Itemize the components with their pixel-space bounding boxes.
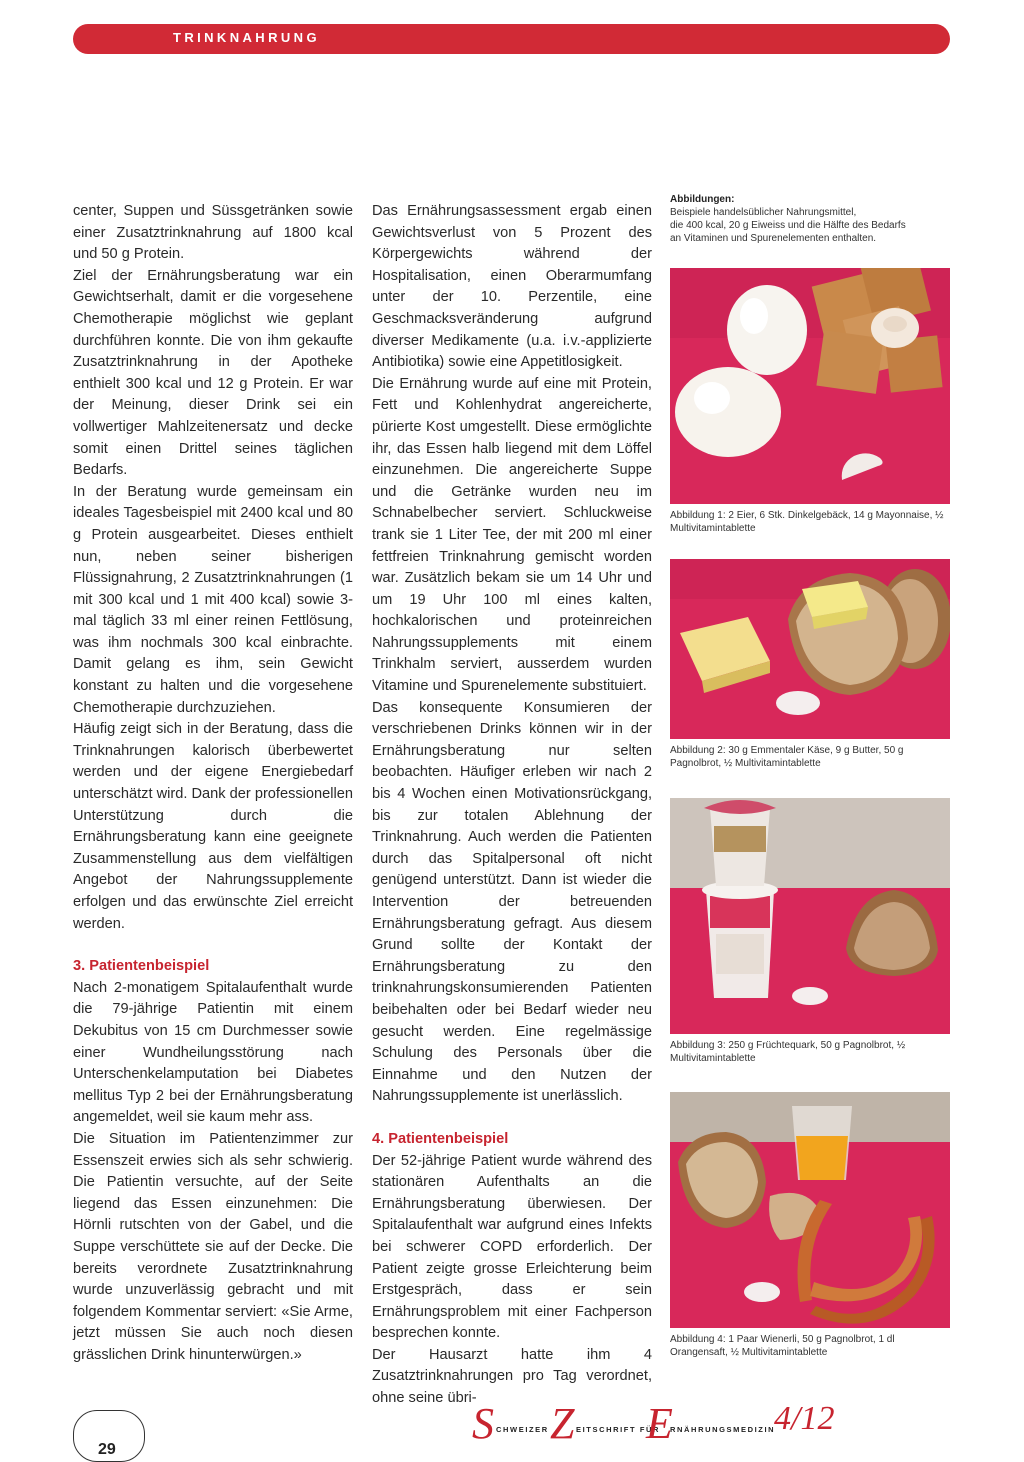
figures-title: Abbildungen:: [670, 194, 735, 205]
figure-caption: Abbildung 3: 250 g Früchtequark, 50 g Pagnolbrot, ½ Multivitamintablette: [670, 1040, 906, 1064]
journal-letter: E: [646, 1399, 673, 1448]
paragraph: Der 52-jährige Patient wurde während des stationären Aufenthalts an die Ernährungsberatung überwiesen. Der Spitalaufenthalt war aufgrund eines Infekts bei schwerer COPD erforderlich. Der Patient zeigte grosse Erleichterung beim Erstgespräch, dass er sein Ernährungsproblem mit einer Fachperson besprechen konnte.: [372, 1152, 652, 1342]
photo-yogurt-bread: [670, 798, 950, 1034]
photo-cheese-bread: [670, 559, 950, 739]
figure-1: [670, 268, 950, 535]
figure-caption: Abbildung 4: 1 Paar Wienerli, 50 g Pagnolbrot, 1 dl Orangensaft, ½ Multivitamintablette: [670, 1334, 895, 1358]
paragraph: Der Hausarzt hatte ihm 4 Zusatztrinknahrungen pro Tag verordnet, ohne seine übri-: [372, 1346, 652, 1407]
section-heading: 4. Patientenbeispiel: [372, 1130, 509, 1147]
journal-letter: S: [472, 1399, 494, 1448]
journal-letter: Z: [550, 1399, 575, 1448]
photo-sausages-juice: [670, 1092, 950, 1328]
figures-intro-line: die 400 kcal, 20 g Eiweiss und die Hälfte des Bedarfs: [670, 220, 906, 231]
paragraph: Ziel der Ernährungsberatung war ein Gewichtserhalt, damit er die vorgesehene Chemotherapie möglichst wie geplant durchführen konnte. Die von ihm gekaufte Zusatztrinknahrung in der Apotheke enthielt 300 kcal und 12 g Protein. Er war der Meinung, dieser Drink sei ein vollwertiger Mahlzeitenersatz und decke somit einen Drittel seines täglichen Bedarfs.: [73, 267, 353, 479]
paragraph: Die Situation im Patientenzimmer zur Essenszeit erwies sich als sehr schwierig. Die Patientin versuchte, auf der Seite liegend das Essen einzunehmen: Die Hörnli rutschten von der Gabel, und die Suppe verschüttete sie auf der Decke. Die bereits verordnete Zusatztrinknahrung wurde unzuverlässig gebracht und mit folgendem Kommentar serviert: «Sie Arme, jetzt müssen Sie auch noch diesen grässlichen Drink hinunterwürgen.»: [73, 1130, 353, 1363]
figure-caption: Abbildung 1: 2 Eier, 6 Stk. Dinkelgebäck, 14 g Mayonnaise, ½ Multivitamintablette: [670, 510, 944, 534]
figure-caption: Abbildung 2: 30 g Emmentaler Käse, 9 g Butter, 50 g Pagnolbrot, ½ Multivitamintablette: [670, 745, 904, 769]
paragraph: Das konsequente Konsumieren der verschriebenen Drinks können wir in der Ernährungsberatung nur selten beobachten. Häufiger erleben wir nach 2 bis 4 Wochen einen Motivationsrückgang, bis zur totalen Ablehnung der Trinknahrung. Auch werden die Patienten durch das Spitalpersonal oft nicht genügend unterstützt. Dann ist wieder die Intervention der betreuenden Ernährungsberatung gefragt. Aus diesem Grund sollte der Kontakt der Ernährungsberatung zu den trinknahrungskonsumierenden Patienten beibehalten oder bei Bedarf wieder neu gesucht werden. Eine regelmässige Schulung des Personals über die Einnahme und den Nutzen der Nahrungssupplemente ist unerlässlich.: [372, 699, 652, 1105]
section-heading: 3. Patientenbeispiel: [73, 958, 210, 975]
page-number: 29: [98, 1441, 116, 1458]
figures-intro: [670, 193, 950, 245]
section-header-bar: [73, 24, 950, 54]
paragraph: In der Beratung wurde gemeinsam ein ideales Tagesbeispiel mit 2400 kcal und 80 g Protein ausgearbeitet. Dieses enthielt nun, neben seiner bisherigen Flüssignahrung, 2 Zusatztrinknahrungen (1 mit 300 kcal und 1 mit 400 kcal) sowie 3-mal täglich 33 ml einer reinen Fettlösung, was ihm nochmals 300 kcal einbrachte. Damit gelang es ihm, sein Gewicht konstant zu halten und die vorgesehene Chemotherapie durchzuziehen.: [73, 483, 353, 716]
journal-word: CHWEIZER: [496, 1425, 549, 1434]
paragraph: center, Suppen und Süssgetränken sowie einer Zusatztrinknahrung auf 1800 kcal und 50 g Protein.: [73, 203, 353, 263]
figures-intro-line: an Vitaminen und Spurenelementen enthalten.: [670, 233, 877, 244]
figure-3: [670, 798, 950, 1065]
journal-logo: [472, 1398, 872, 1448]
paragraph: Die Ernährung wurde auf eine mit Protein, Fett und Kohlenhydrat angereicherte, pürierte Kost umgestellt. Diese ermöglichte ihr, das Essen halb liegend mit dem Löffel einzunehmen. Die angereicherte Suppe und die Getränke wurden neu im Schnabelbecher serviert. Schluckweise trank sie 1 Liter Tee, der mit 200 ml einer fettfreien Trinknahrung gemischt worden war. Zusätzlich bekam sie um 14 Uhr und um 19 Uhr 100 ml eines kalten, hochkalorischen und proteinreichen Nahrungssupplements mit einem Trinkhalm serviert, ausserdem wurden Vitamine und Spurenelemente substituiert.: [372, 375, 652, 695]
text-column-left: [73, 201, 353, 1366]
figures-intro-line: Beispiele handelsüblicher Nahrungsmittel,: [670, 207, 857, 218]
paragraph: Nach 2-monatigem Spitalaufenthalt wurde die 79-jährige Patientin mit einem Dekubitus von 15 cm Durchmesser sowie einer Wundheilungsstörung nach Unterschenkelamputation bei Diabetes mellitus Typ 2 bei der Ernährungsberatung angemeldet, weil sie kaum mehr ass.: [73, 979, 353, 1126]
figure-2: [670, 559, 950, 770]
journal-word: RNÄHRUNGSMEDIZIN: [670, 1425, 776, 1434]
figure-4: [670, 1092, 950, 1359]
paragraph: Häufig zeigt sich in der Beratung, dass die Trinknahrungen kalorisch überbewertet werden und der eigene Energiebedarf unterschätzt wird. Dank der professionellen Unterstützung durch die Ernährungsberatung kann eine geeignete Zusammenstellung aus dem vielfältigen Angebot der Nahrungssupplemente erfolgen und das erwünschte Ziel erreicht werden.: [73, 721, 353, 932]
issue-number: 4/12: [774, 1400, 835, 1437]
text-column-middle: [372, 201, 652, 1410]
photo-eggs-crackers: [670, 268, 950, 504]
paragraph: Das Ernährungsassessment ergab einen Gewichtsverlust von 5 Prozent des Körpergewichts während der Hospitalisation, einen Oberarmumfang unter der 10. Perzentile, eine Geschmacksveränderung aufgrund diverser Medikamente (u.a. i.v.-applizierte Antibiotika) sowie eine Appetitlosigkeit.: [372, 203, 652, 371]
journal-word: EITSCHRIFT FÜR: [576, 1425, 661, 1434]
section-label: TRINKNAHRUNG: [173, 30, 320, 45]
